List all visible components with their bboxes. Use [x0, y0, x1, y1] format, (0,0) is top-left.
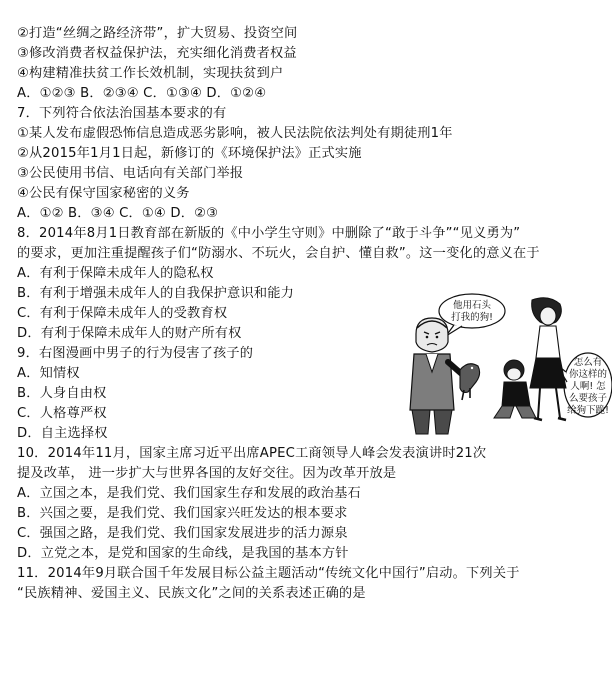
woman-bubble-line-5: 给狗下跪! [567, 405, 609, 416]
man-bubble-line-2: 打我的狗! [451, 312, 493, 323]
question-8-line-2: 的要求，更加注重提醒孩子们“防溺水、不玩火，会自护、懂自救”。这一变化的意义在于 [17, 246, 540, 261]
q7-item-2: ②从2015年1月1日起，新修订的《环境保护法》正式实施 [17, 146, 362, 161]
woman-figure [530, 298, 566, 420]
cartoon-illustration [402, 292, 612, 438]
cartoon-drawing [402, 292, 612, 438]
q10-option-d: D．立党之本，是党和国家的生命线，是我国的基本方针 [17, 546, 349, 561]
q9-option-d: D．自主选择权 [17, 426, 108, 441]
question-9: 9．右图漫画中男子的行为侵害了孩子的 [17, 346, 254, 361]
question-11-line-1: 11．2014年9月联合国千年发展目标公益主题活动“传统文化中国行”启动。下列关于 [17, 566, 520, 581]
option-line-4: ④构建精准扶贫工作长效机制，实现扶贫到户 [17, 66, 284, 81]
dog-figure [460, 364, 480, 400]
man-figure [410, 318, 464, 434]
q10-option-a: A．立国之本，是我们党、我们国家生存和发展的政治基石 [17, 486, 361, 501]
q9-option-a: A．知情权 [17, 366, 80, 381]
option-line-3: ③修改消费者权益保护法，充实细化消费者权益 [17, 46, 297, 61]
question-7: 7．下列符合依法治国基本要求的有 [17, 106, 227, 121]
q9-option-c: C．人格尊严权 [17, 406, 107, 421]
q10-option-b: B．兴国之要，是我们党、我们国家兴旺发达的根本要求 [17, 506, 348, 521]
question-10-line-1: 10．2014年11月，国家主席习近平出席APEC工商领导人峰会发表演讲时21次 [17, 446, 487, 461]
q7-item-3: ③公民使用书信、电话向有关部门举报 [17, 166, 244, 181]
man-bubble-line-1: 他用石头 [452, 300, 492, 311]
answer-choices-q6: A．①②③ B．②③④ C．①③④ D．①②④ [17, 86, 267, 101]
answer-choices-q7: A．①② B．③④ C．①④ D．②③ [17, 206, 219, 221]
q8-option-c: C．有利于保障未成年人的受教育权 [17, 306, 228, 321]
q7-item-1: ①某人发布虚假恐怖信息造成恶劣影响，被人民法院依法判处有期徒刑1年 [17, 126, 453, 141]
question-11-line-2: “民族精神、爱国主义、民族文化”之间的关系表述正确的是 [17, 586, 366, 601]
q9-option-b: B．人身自由权 [17, 386, 107, 401]
woman-bubble-line-4: 么要孩子 [568, 393, 608, 404]
q7-item-4: ④公民有保守国家秘密的义务 [17, 186, 190, 201]
question-10-line-2: 提及改革， 进一步扩大与世界各国的友好交往。因为改革开放是 [17, 466, 397, 481]
option-line-2: ②打造“丝绸之路经济带”，扩大贸易、投资空间 [17, 26, 298, 41]
child-figure [494, 360, 536, 418]
woman-bubble-line-1: 怎么有 [573, 357, 603, 368]
q10-option-c: C．强国之路，是我们党、我们国家发展进步的活力源泉 [17, 526, 348, 541]
woman-bubble-line-2: 你这样的 [568, 369, 608, 380]
q8-option-d: D．有利于保障未成年人的财产所有权 [17, 326, 242, 341]
q8-option-b: B．有利于增强未成年人的自我保护意识和能力 [17, 286, 294, 301]
woman-bubble-line-3: 人啊! 怎 [570, 381, 606, 392]
question-8-line-1: 8．2014年8月1日教育部在新版的《中小学生守则》中删除了“敢于斗争”“见义勇为” [17, 226, 521, 241]
q8-option-a: A．有利于保障未成年人的隐私权 [17, 266, 214, 281]
